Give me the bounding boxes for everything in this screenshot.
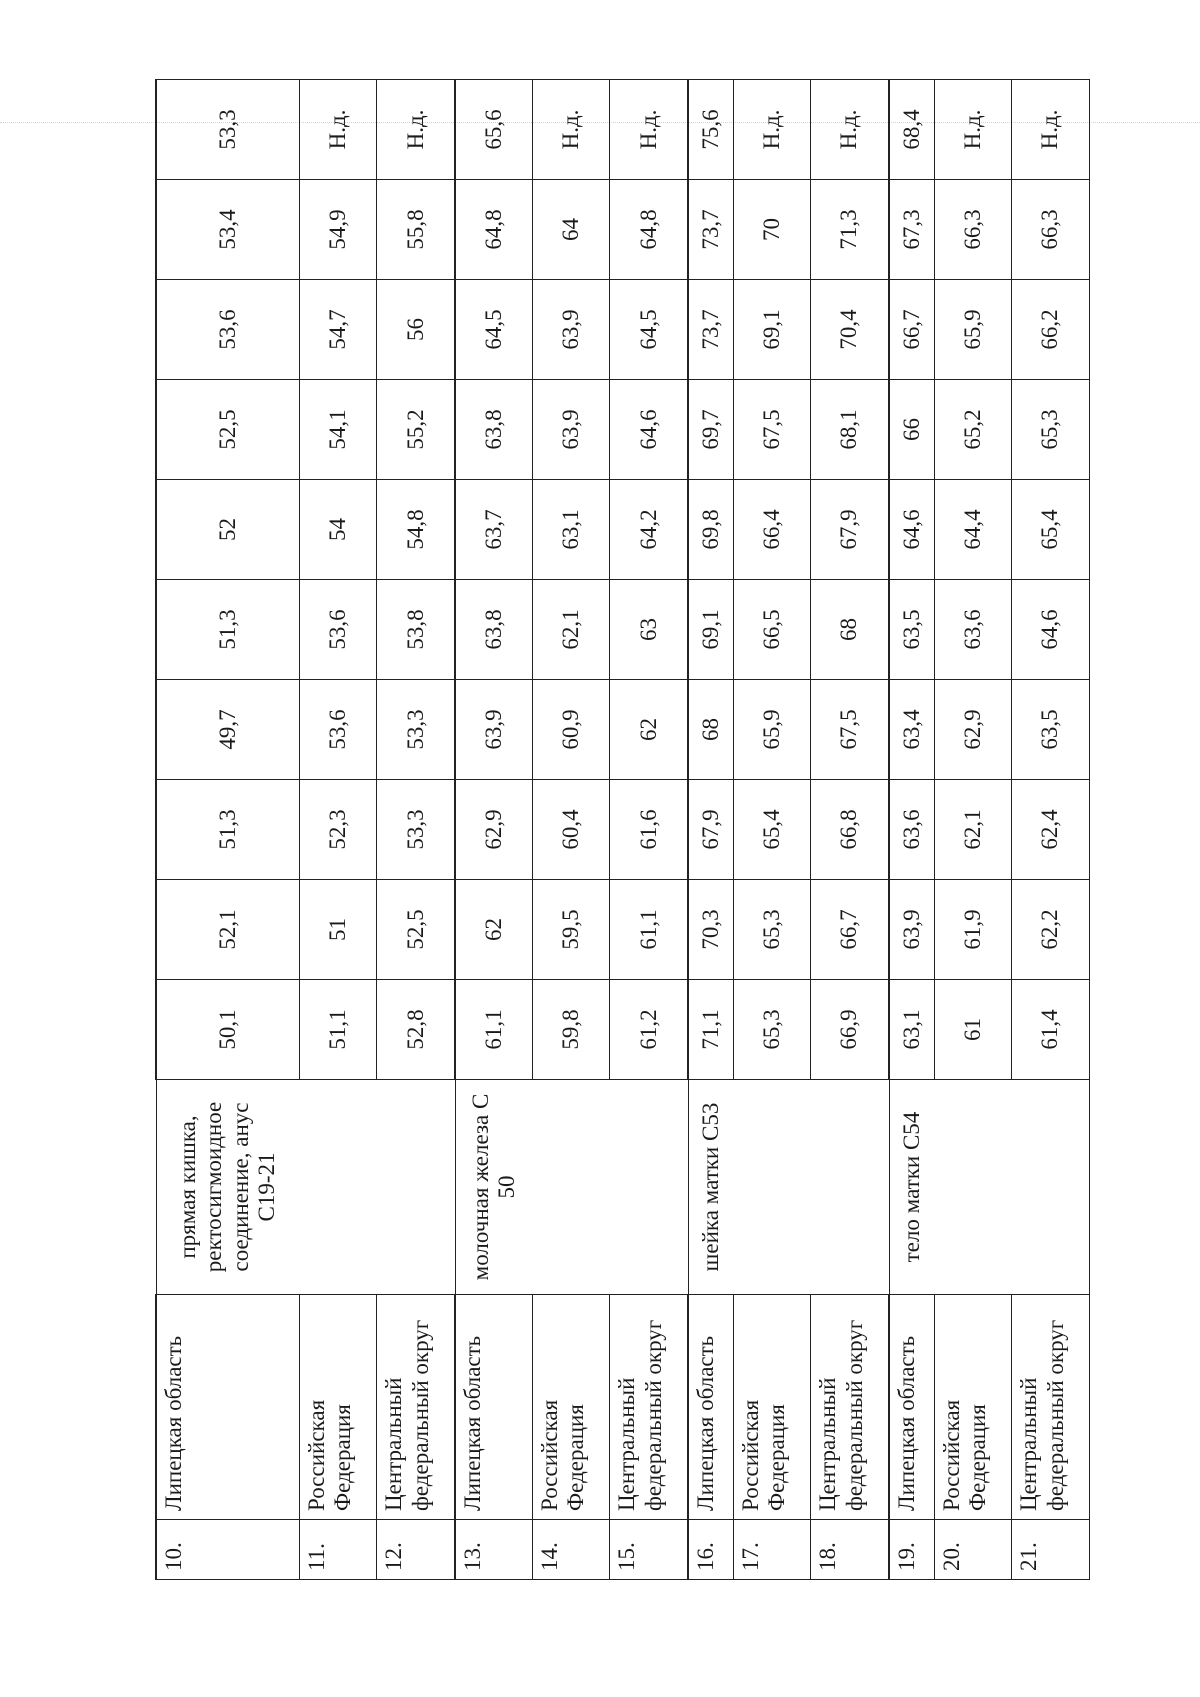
region-cell: Центральный федеральный округ [1012, 1295, 1090, 1520]
value-cell: 61,4 [1012, 980, 1090, 1080]
value-cell: Н.д. [610, 80, 688, 180]
value-cell: 66,7 [811, 880, 889, 980]
value-cell: 51 [299, 880, 377, 980]
value-cell: 53,6 [299, 680, 377, 780]
value-cell: 66,9 [811, 980, 889, 1080]
region-cell: Центральный федеральный округ [610, 1295, 688, 1520]
value-cell: 63,1 [532, 480, 610, 580]
value-cell: 64,2 [610, 480, 688, 580]
value-cell: 63,9 [532, 380, 610, 480]
region-cell: Российская Федерация [733, 1295, 811, 1520]
value-cell: 64,8 [610, 180, 688, 280]
tumor-site-cell: молочная железа С 50 [455, 1080, 532, 1295]
value-cell: 69,7 [688, 380, 733, 480]
tumor-site-cell: тело матки С54 [889, 1080, 934, 1295]
value-cell: 53,4 [156, 180, 299, 280]
value-cell: 53,3 [377, 680, 455, 780]
value-cell: Н.д. [934, 80, 1012, 180]
region-cell: Российская Федерация [532, 1295, 610, 1520]
value-cell: 59,5 [532, 880, 610, 980]
value-cell: Н.д. [1012, 80, 1090, 180]
value-cell: 65,9 [934, 280, 1012, 380]
value-cell: 66,2 [1012, 280, 1090, 380]
value-cell: 51,3 [156, 580, 299, 680]
row-number: 17. [733, 1520, 811, 1580]
table-row [377, 80, 455, 1580]
value-cell: 65,3 [733, 880, 811, 980]
value-cell: 60,9 [532, 680, 610, 780]
value-cell: 67,5 [733, 380, 811, 480]
value-cell: 59,8 [532, 980, 610, 1080]
value-cell: 75,6 [688, 80, 733, 180]
value-cell: 62 [455, 880, 532, 980]
value-cell: 69,1 [733, 280, 811, 380]
value-cell: 73,7 [688, 180, 733, 280]
value-cell: 69,1 [688, 580, 733, 680]
value-cell: 64,6 [889, 480, 934, 580]
value-cell: Н.д. [377, 80, 455, 180]
region-cell: Липецкая область [455, 1295, 532, 1520]
value-cell: 68 [688, 680, 733, 780]
value-cell: 65,3 [1012, 380, 1090, 480]
value-cell: 54,8 [377, 480, 455, 580]
value-cell: 52,5 [156, 380, 299, 480]
region-cell: Липецкая область [889, 1295, 934, 1520]
value-cell: 64,5 [610, 280, 688, 380]
value-cell: 54,7 [299, 280, 377, 380]
value-cell: 51,1 [299, 980, 377, 1080]
value-cell: 63,7 [455, 480, 532, 580]
value-cell: 70 [733, 180, 811, 280]
value-cell: 64,8 [455, 180, 532, 280]
value-cell: 63,6 [934, 580, 1012, 680]
value-cell: 67,9 [688, 780, 733, 880]
region-cell: Липецкая область [156, 1295, 299, 1520]
value-cell: 66,3 [934, 180, 1012, 280]
value-cell: 64,5 [455, 280, 532, 380]
value-cell: 62 [610, 680, 688, 780]
table-row [156, 80, 299, 1580]
value-cell: 66,7 [889, 280, 934, 380]
value-cell: 64,4 [934, 480, 1012, 580]
tumor-site-cell [610, 1080, 688, 1295]
value-cell: Н.д. [811, 80, 889, 180]
value-cell: 70,4 [811, 280, 889, 380]
table-row [811, 80, 889, 1580]
tumor-site-cell [299, 1080, 377, 1295]
value-cell: 63,8 [455, 380, 532, 480]
value-cell: 65,2 [934, 380, 1012, 480]
value-cell: 68 [811, 580, 889, 680]
value-cell: 62,2 [1012, 880, 1090, 980]
region-cell: Центральный федеральный округ [377, 1295, 455, 1520]
table-row [688, 80, 733, 1580]
value-cell: 67,3 [889, 180, 934, 280]
value-cell: 66,5 [733, 580, 811, 680]
value-cell: 61 [934, 980, 1012, 1080]
value-cell: 55,2 [377, 380, 455, 480]
value-cell: 64 [532, 180, 610, 280]
row-number: 10. [156, 1520, 299, 1580]
value-cell: 54 [299, 480, 377, 580]
value-cell: 62,1 [532, 580, 610, 680]
value-cell: 63,9 [889, 880, 934, 980]
value-cell: 53,3 [377, 780, 455, 880]
value-cell: 63,6 [889, 780, 934, 880]
tumor-site-cell: шейка матки С53 [688, 1080, 733, 1295]
value-cell: 66,8 [811, 780, 889, 880]
value-cell: 68,4 [889, 80, 934, 180]
table-row [1012, 80, 1090, 1580]
region-cell: Российская Федерация [934, 1295, 1012, 1520]
tumor-site-cell [733, 1080, 811, 1295]
row-number: 15. [610, 1520, 688, 1580]
value-cell: 52,8 [377, 980, 455, 1080]
value-cell: Н.д. [299, 80, 377, 180]
value-cell: 70,3 [688, 880, 733, 980]
value-cell: 66,4 [733, 480, 811, 580]
value-cell: 55,8 [377, 180, 455, 280]
value-cell: 67,5 [811, 680, 889, 780]
value-cell: 49,7 [156, 680, 299, 780]
value-cell: 65,4 [1012, 480, 1090, 580]
table-row [889, 80, 934, 1580]
value-cell: Н.д. [733, 80, 811, 180]
tumor-site-cell [1012, 1080, 1090, 1295]
row-number: 18. [811, 1520, 889, 1580]
value-cell: 63,4 [889, 680, 934, 780]
row-number: 11. [299, 1520, 377, 1580]
tumor-site-cell [377, 1080, 455, 1295]
value-cell: 68,1 [811, 380, 889, 480]
data-table [155, 79, 1090, 1580]
value-cell: 61,1 [455, 980, 532, 1080]
value-cell: 69,8 [688, 480, 733, 580]
value-cell: 52 [156, 480, 299, 580]
tumor-site-cell: прямая кишка, ректосигмоидное соединение, анус С19-21 [156, 1080, 299, 1295]
row-number: 19. [889, 1520, 934, 1580]
value-cell: 66,3 [1012, 180, 1090, 280]
row-number: 13. [455, 1520, 532, 1580]
table-row [934, 80, 1012, 1580]
row-number: 14. [532, 1520, 610, 1580]
region-cell: Липецкая область [688, 1295, 733, 1520]
row-number: 20. [934, 1520, 1012, 1580]
value-cell: 53,8 [377, 580, 455, 680]
table-row [610, 80, 688, 1580]
row-number: 16. [688, 1520, 733, 1580]
value-cell: 71,1 [688, 980, 733, 1080]
value-cell: 65,4 [733, 780, 811, 880]
value-cell: 65,9 [733, 680, 811, 780]
value-cell: 61,1 [610, 880, 688, 980]
value-cell: 50,1 [156, 980, 299, 1080]
table-row [733, 80, 811, 1580]
value-cell: 63,1 [889, 980, 934, 1080]
value-cell: 54,1 [299, 380, 377, 480]
rotated-table-frame [155, 80, 1090, 1580]
value-cell: 52,3 [299, 780, 377, 880]
value-cell: 63,8 [455, 580, 532, 680]
value-cell: 62,4 [1012, 780, 1090, 880]
value-cell: 61,9 [934, 880, 1012, 980]
row-number: 12. [377, 1520, 455, 1580]
value-cell: 52,5 [377, 880, 455, 980]
row-number: 21. [1012, 1520, 1090, 1580]
value-cell: 52,1 [156, 880, 299, 980]
table-row [455, 80, 532, 1580]
value-cell: 62,9 [455, 780, 532, 880]
value-cell: 66 [889, 380, 934, 480]
value-cell: 65,6 [455, 80, 532, 180]
region-cell: Центральный федеральный округ [811, 1295, 889, 1520]
value-cell: 67,9 [811, 480, 889, 580]
value-cell: 64,6 [1012, 580, 1090, 680]
value-cell: 53,6 [299, 580, 377, 680]
tumor-site-cell [532, 1080, 610, 1295]
value-cell: 61,2 [610, 980, 688, 1080]
tumor-site-cell [811, 1080, 889, 1295]
value-cell: 53,6 [156, 280, 299, 380]
value-cell: 60,4 [532, 780, 610, 880]
value-cell: 73,7 [688, 280, 733, 380]
value-cell: 63,9 [455, 680, 532, 780]
value-cell: Н.д. [532, 80, 610, 180]
table-row [299, 80, 377, 1580]
value-cell: 63,5 [1012, 680, 1090, 780]
value-cell: 61,6 [610, 780, 688, 880]
value-cell: 71,3 [811, 180, 889, 280]
value-cell: 54,9 [299, 180, 377, 280]
value-cell: 56 [377, 280, 455, 380]
table-row [532, 80, 610, 1580]
value-cell: 63,9 [532, 280, 610, 380]
value-cell: 62,9 [934, 680, 1012, 780]
value-cell: 63 [610, 580, 688, 680]
survival-rate-table [155, 80, 1090, 1580]
value-cell: 65,3 [733, 980, 811, 1080]
value-cell: 51,3 [156, 780, 299, 880]
region-cell: Российская Федерация [299, 1295, 377, 1520]
value-cell: 62,1 [934, 780, 1012, 880]
tumor-site-cell [934, 1080, 1012, 1295]
value-cell: 64,6 [610, 380, 688, 480]
value-cell: 53,3 [156, 80, 299, 180]
value-cell: 63,5 [889, 580, 934, 680]
